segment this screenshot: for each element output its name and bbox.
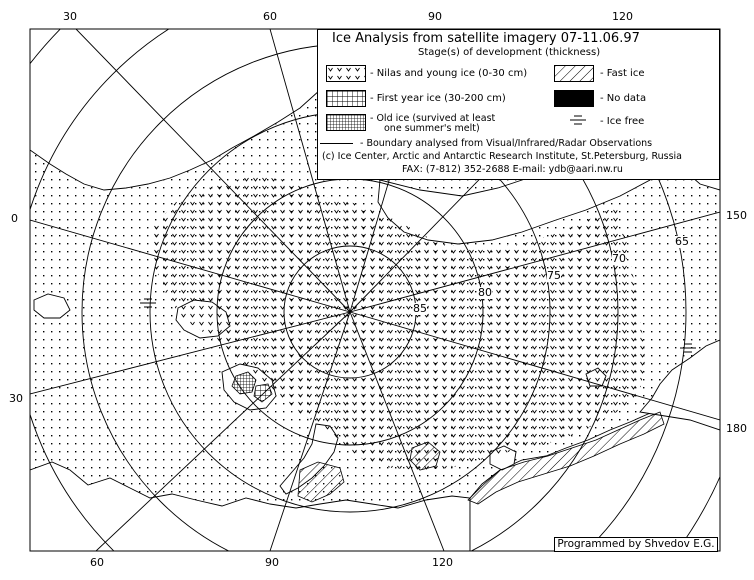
label-top-60: 60 xyxy=(263,10,277,23)
label-top-30: 30 xyxy=(63,10,77,23)
label-parallel-75: 75 xyxy=(547,269,561,282)
legend-label-old-ice-2: one summer's melt) xyxy=(384,123,480,134)
label-top-120: 120 xyxy=(612,10,633,23)
label-parallel-85: 85 xyxy=(413,302,427,315)
label-right-180: 180 xyxy=(726,422,747,435)
legend-credits xyxy=(322,137,682,176)
programmed-by-box: Programmed by Shvedov E.G. xyxy=(554,537,718,552)
label-parallel-65: 65 xyxy=(675,235,689,248)
legend-label-nilas: - Nilas and young ice (0-30 cm) xyxy=(370,68,528,79)
label-top-90: 90 xyxy=(428,10,442,23)
label-bottom-90: 90 xyxy=(265,556,279,569)
legend-label-ice-free: - Ice free xyxy=(600,116,645,127)
swatch-no-data xyxy=(554,90,594,107)
label-left-0: 0 xyxy=(11,212,18,225)
legend-contact-line: FAX: (7-812) 352-2688 E-mail: ydb@aari.nw.ru xyxy=(402,164,623,175)
label-right-150: 150 xyxy=(726,209,747,222)
label-bottom-120: 120 xyxy=(432,556,453,569)
swatch-first-year xyxy=(326,90,366,107)
legend-subtitle: Stage(s) of development (thickness) xyxy=(418,47,601,58)
legend-label-old-ice-1: - Old ice (survived at least xyxy=(370,113,496,124)
label-bottom-60: 60 xyxy=(90,556,104,569)
legend-label-first-year: - First year ice (30-200 cm) xyxy=(370,93,506,104)
label-parallel-80: 80 xyxy=(478,286,492,299)
legend-panel xyxy=(317,29,720,180)
swatch-nilas xyxy=(326,65,366,82)
legend-label-boundary: - Boundary analysed from Visual/Infrared/Radar Observations xyxy=(360,138,653,149)
label-parallel-70: 70 xyxy=(612,252,626,265)
legend-label-no-data: - No data xyxy=(600,93,647,104)
legend-title: Ice Analysis from satellite imagery 07-11.06.97 xyxy=(332,31,640,46)
label-left-30: 30 xyxy=(9,392,23,405)
swatch-fast-ice xyxy=(554,65,594,82)
ice-free-icon xyxy=(568,113,588,127)
legend-label-fast-ice: - Fast ice xyxy=(600,68,645,79)
legend-credit-line: (c) Ice Center, Arctic and Antarctic Research Institute, St.Petersburg, Russia xyxy=(322,151,683,162)
swatch-old-ice xyxy=(326,114,366,131)
